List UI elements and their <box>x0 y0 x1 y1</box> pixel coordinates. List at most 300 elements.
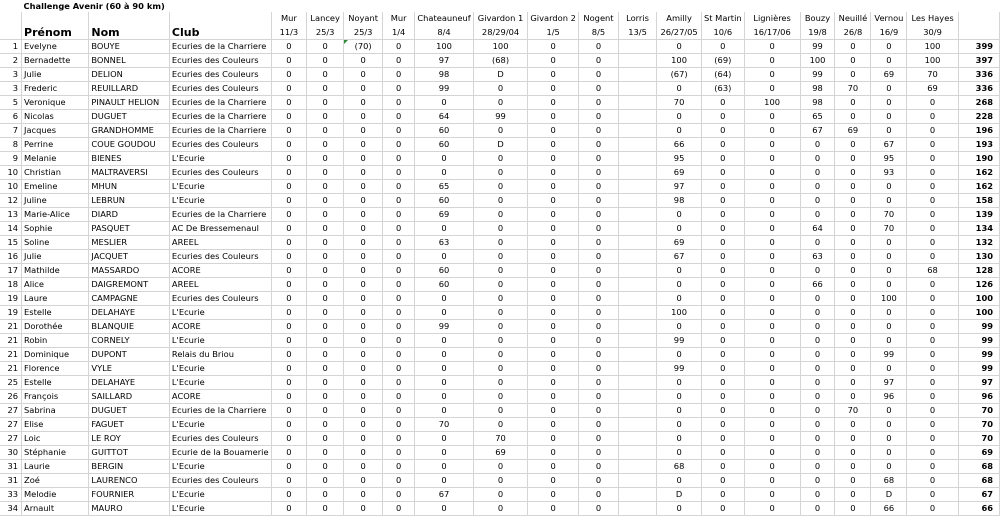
score-cell[interactable]: 0 <box>579 54 619 68</box>
score-cell[interactable]: 0 <box>800 180 835 194</box>
score-cell[interactable]: 0 <box>307 348 344 362</box>
score-cell[interactable]: 0 <box>744 292 800 306</box>
score-cell[interactable] <box>618 54 656 68</box>
score-cell[interactable]: 0 <box>528 166 579 180</box>
total-cell[interactable]: 190 <box>958 152 999 166</box>
club-cell[interactable]: Ecuries des Couleurs <box>169 432 271 446</box>
score-cell[interactable]: 0 <box>835 488 871 502</box>
score-cell[interactable]: 0 <box>657 208 702 222</box>
score-cell[interactable]: 0 <box>871 96 907 110</box>
nom-cell[interactable]: SAILLARD <box>89 390 170 404</box>
score-cell[interactable]: 0 <box>579 432 619 446</box>
prenom-cell[interactable]: Marie-Alice <box>22 208 89 222</box>
rank-cell[interactable]: 21 <box>0 334 22 348</box>
score-cell[interactable]: 0 <box>579 334 619 348</box>
score-cell[interactable]: 0 <box>744 390 800 404</box>
score-cell[interactable]: 0 <box>702 376 745 390</box>
score-cell[interactable]: 0 <box>871 460 907 474</box>
score-cell[interactable]: 0 <box>344 110 383 124</box>
prenom-cell[interactable]: Zoé <box>22 474 89 488</box>
score-cell[interactable]: 0 <box>800 390 835 404</box>
score-cell[interactable]: 69 <box>657 166 702 180</box>
total-cell[interactable]: 96 <box>958 390 999 404</box>
score-cell[interactable]: 0 <box>383 264 415 278</box>
score-cell[interactable]: 100 <box>415 40 474 54</box>
score-cell[interactable]: 0 <box>907 432 958 446</box>
score-cell[interactable]: 0 <box>744 54 800 68</box>
rank-cell[interactable]: 13 <box>0 208 22 222</box>
score-cell[interactable]: 0 <box>415 152 474 166</box>
score-cell[interactable]: 0 <box>344 138 383 152</box>
score-cell[interactable]: 70 <box>871 208 907 222</box>
rank-cell[interactable]: 6 <box>0 110 22 124</box>
score-cell[interactable]: 0 <box>473 208 527 222</box>
score-cell[interactable]: 0 <box>907 334 958 348</box>
score-cell[interactable]: 0 <box>383 404 415 418</box>
score-cell[interactable]: 0 <box>383 180 415 194</box>
score-cell[interactable]: 0 <box>528 474 579 488</box>
nom-cell[interactable]: BIENES <box>89 152 170 166</box>
rank-cell[interactable]: 12 <box>0 194 22 208</box>
score-cell[interactable]: 0 <box>528 390 579 404</box>
score-cell[interactable]: 0 <box>907 474 958 488</box>
score-cell[interactable]: 0 <box>271 404 307 418</box>
nom-cell[interactable]: DELION <box>89 68 170 82</box>
score-cell[interactable]: 0 <box>907 320 958 334</box>
score-cell[interactable]: 0 <box>307 418 344 432</box>
score-cell[interactable]: 0 <box>307 68 344 82</box>
score-cell[interactable]: 0 <box>702 334 745 348</box>
nom-cell[interactable]: LEBRUN <box>89 194 170 208</box>
score-cell[interactable]: 0 <box>579 474 619 488</box>
score-cell[interactable]: 0 <box>307 306 344 320</box>
score-cell[interactable]: 0 <box>579 348 619 362</box>
total-cell[interactable]: 128 <box>958 264 999 278</box>
score-cell[interactable]: D <box>871 488 907 502</box>
nom-cell[interactable]: DELAHAYE <box>89 306 170 320</box>
rank-cell[interactable]: 5 <box>0 96 22 110</box>
total-cell[interactable]: 99 <box>958 334 999 348</box>
score-cell[interactable]: 0 <box>271 166 307 180</box>
score-cell[interactable]: (70) <box>344 40 383 54</box>
score-cell[interactable]: 0 <box>702 460 745 474</box>
club-cell[interactable]: L'Ecurie <box>169 194 271 208</box>
score-cell[interactable]: 0 <box>907 390 958 404</box>
score-cell[interactable]: 0 <box>800 474 835 488</box>
score-cell[interactable]: 0 <box>383 138 415 152</box>
rank-cell[interactable]: 16 <box>0 250 22 264</box>
prenom-cell[interactable]: Soline <box>22 236 89 250</box>
score-cell[interactable]: 0 <box>579 460 619 474</box>
score-cell[interactable]: 0 <box>579 180 619 194</box>
nom-cell[interactable]: CAMPAGNE <box>89 292 170 306</box>
score-cell[interactable]: 0 <box>744 362 800 376</box>
score-cell[interactable]: 0 <box>907 376 958 390</box>
score-cell[interactable]: 0 <box>657 124 702 138</box>
prenom-cell[interactable]: Estelle <box>22 306 89 320</box>
score-cell[interactable]: 0 <box>344 446 383 460</box>
score-cell[interactable] <box>618 166 656 180</box>
score-cell[interactable]: 0 <box>657 292 702 306</box>
total-cell[interactable]: 162 <box>958 166 999 180</box>
score-cell[interactable]: 0 <box>835 474 871 488</box>
score-cell[interactable]: 0 <box>344 166 383 180</box>
score-cell[interactable]: 0 <box>835 250 871 264</box>
score-cell[interactable]: 0 <box>344 236 383 250</box>
nom-cell[interactable]: LAURENCO <box>89 474 170 488</box>
score-cell[interactable]: 0 <box>907 278 958 292</box>
score-cell[interactable]: 0 <box>871 306 907 320</box>
score-cell[interactable]: 0 <box>271 306 307 320</box>
total-cell[interactable]: 132 <box>958 236 999 250</box>
score-cell[interactable] <box>618 208 656 222</box>
score-cell[interactable]: 0 <box>383 82 415 96</box>
score-cell[interactable]: 0 <box>473 488 527 502</box>
score-cell[interactable]: 0 <box>702 502 745 516</box>
score-cell[interactable]: 0 <box>383 474 415 488</box>
score-cell[interactable]: 0 <box>473 334 527 348</box>
score-cell[interactable]: 67 <box>415 488 474 502</box>
nom-cell[interactable]: PINAULT HELION <box>89 96 170 110</box>
score-cell[interactable]: 0 <box>473 376 527 390</box>
score-cell[interactable]: 0 <box>344 82 383 96</box>
score-cell[interactable]: 0 <box>800 348 835 362</box>
score-cell[interactable]: 0 <box>907 124 958 138</box>
score-cell[interactable]: 0 <box>800 446 835 460</box>
score-cell[interactable] <box>618 152 656 166</box>
score-cell[interactable]: 0 <box>702 306 745 320</box>
nom-cell[interactable]: BONNEL <box>89 54 170 68</box>
score-cell[interactable]: 0 <box>702 390 745 404</box>
score-cell[interactable]: 70 <box>657 96 702 110</box>
score-cell[interactable]: 0 <box>744 376 800 390</box>
score-cell[interactable]: 0 <box>744 348 800 362</box>
prenom-cell[interactable]: Sophie <box>22 222 89 236</box>
nom-cell[interactable]: DUGUET <box>89 404 170 418</box>
score-cell[interactable]: 0 <box>271 390 307 404</box>
score-cell[interactable]: 95 <box>657 152 702 166</box>
score-cell[interactable] <box>618 278 656 292</box>
score-cell[interactable]: 0 <box>657 432 702 446</box>
prenom-cell[interactable]: Stéphanie <box>22 446 89 460</box>
score-cell[interactable]: 0 <box>871 446 907 460</box>
score-cell[interactable]: 0 <box>657 82 702 96</box>
score-cell[interactable]: 0 <box>383 110 415 124</box>
score-cell[interactable]: 0 <box>907 404 958 418</box>
score-cell[interactable]: 0 <box>702 152 745 166</box>
score-cell[interactable]: 0 <box>835 96 871 110</box>
score-cell[interactable]: 0 <box>657 502 702 516</box>
score-cell[interactable]: 99 <box>657 334 702 348</box>
score-cell[interactable]: 0 <box>473 124 527 138</box>
score-cell[interactable]: 0 <box>579 292 619 306</box>
score-cell[interactable]: 0 <box>744 278 800 292</box>
score-cell[interactable]: 0 <box>579 166 619 180</box>
score-cell[interactable]: 65 <box>415 180 474 194</box>
score-cell[interactable]: 0 <box>528 432 579 446</box>
score-cell[interactable]: 0 <box>383 222 415 236</box>
rank-cell[interactable]: 25 <box>0 376 22 390</box>
prenom-cell[interactable]: Christian <box>22 166 89 180</box>
score-cell[interactable]: 0 <box>835 320 871 334</box>
club-cell[interactable]: Ecuries des Couleurs <box>169 54 271 68</box>
score-cell[interactable]: D <box>473 138 527 152</box>
score-cell[interactable]: (68) <box>473 54 527 68</box>
score-cell[interactable] <box>618 194 656 208</box>
score-cell[interactable]: 69 <box>835 124 871 138</box>
club-cell[interactable]: L'Ecurie <box>169 460 271 474</box>
score-cell[interactable]: 60 <box>415 124 474 138</box>
score-cell[interactable]: 0 <box>907 110 958 124</box>
club-cell[interactable]: Ecuries des Couleurs <box>169 82 271 96</box>
score-cell[interactable]: 0 <box>907 250 958 264</box>
rank-cell[interactable]: 7 <box>0 124 22 138</box>
club-cell[interactable]: L'Ecurie <box>169 502 271 516</box>
score-cell[interactable]: 0 <box>473 474 527 488</box>
score-cell[interactable]: 0 <box>528 418 579 432</box>
score-cell[interactable] <box>618 446 656 460</box>
score-cell[interactable]: 0 <box>702 222 745 236</box>
score-cell[interactable]: 0 <box>528 460 579 474</box>
score-cell[interactable]: 0 <box>344 390 383 404</box>
score-cell[interactable]: 0 <box>383 432 415 446</box>
total-cell[interactable]: 99 <box>958 320 999 334</box>
score-cell[interactable]: 0 <box>473 194 527 208</box>
score-cell[interactable]: 0 <box>657 264 702 278</box>
score-cell[interactable]: 0 <box>528 138 579 152</box>
score-cell[interactable]: 0 <box>871 236 907 250</box>
score-cell[interactable]: 0 <box>307 208 344 222</box>
club-cell[interactable]: Ecuries des Couleurs <box>169 292 271 306</box>
rank-cell[interactable]: 3 <box>0 82 22 96</box>
score-cell[interactable]: 0 <box>528 110 579 124</box>
score-cell[interactable]: 68 <box>657 460 702 474</box>
score-cell[interactable]: 0 <box>744 502 800 516</box>
score-cell[interactable]: 0 <box>271 236 307 250</box>
score-cell[interactable]: 0 <box>271 446 307 460</box>
score-cell[interactable]: 0 <box>344 54 383 68</box>
score-cell[interactable]: 70 <box>835 82 871 96</box>
prenom-cell[interactable]: Nicolas <box>22 110 89 124</box>
score-cell[interactable]: 0 <box>907 138 958 152</box>
score-cell[interactable]: 0 <box>744 250 800 264</box>
score-cell[interactable]: 0 <box>871 278 907 292</box>
score-cell[interactable]: 0 <box>344 320 383 334</box>
score-cell[interactable]: 0 <box>383 292 415 306</box>
score-cell[interactable]: 0 <box>657 446 702 460</box>
score-cell[interactable]: 0 <box>528 222 579 236</box>
score-cell[interactable]: 0 <box>800 460 835 474</box>
score-cell[interactable]: 0 <box>871 320 907 334</box>
score-cell[interactable]: 0 <box>344 418 383 432</box>
score-cell[interactable]: 99 <box>657 362 702 376</box>
score-cell[interactable]: 0 <box>579 278 619 292</box>
score-cell[interactable]: 0 <box>657 40 702 54</box>
score-cell[interactable] <box>618 40 656 54</box>
score-cell[interactable]: 0 <box>415 502 474 516</box>
rank-cell[interactable]: 21 <box>0 320 22 334</box>
score-cell[interactable]: 0 <box>835 306 871 320</box>
prenom-cell[interactable]: Arnault <box>22 502 89 516</box>
rank-cell[interactable]: 19 <box>0 292 22 306</box>
score-cell[interactable]: 0 <box>800 236 835 250</box>
score-cell[interactable]: 0 <box>579 362 619 376</box>
total-cell[interactable]: 130 <box>958 250 999 264</box>
score-cell[interactable]: 0 <box>702 208 745 222</box>
score-cell[interactable]: 98 <box>800 82 835 96</box>
prenom-cell[interactable]: Alice <box>22 278 89 292</box>
score-cell[interactable] <box>618 488 656 502</box>
score-cell[interactable]: 0 <box>271 432 307 446</box>
score-cell[interactable]: 0 <box>702 194 745 208</box>
score-cell[interactable]: 0 <box>800 264 835 278</box>
score-cell[interactable]: 0 <box>415 362 474 376</box>
prenom-cell[interactable]: Jacques <box>22 124 89 138</box>
score-cell[interactable]: 64 <box>800 222 835 236</box>
score-cell[interactable]: 100 <box>657 306 702 320</box>
rank-cell[interactable]: 21 <box>0 362 22 376</box>
score-cell[interactable]: 0 <box>835 502 871 516</box>
rank-cell[interactable]: 27 <box>0 432 22 446</box>
score-cell[interactable]: 0 <box>528 446 579 460</box>
club-cell[interactable]: AREEL <box>169 278 271 292</box>
score-cell[interactable]: 0 <box>344 68 383 82</box>
prenom-cell[interactable]: Juline <box>22 194 89 208</box>
total-cell[interactable]: 228 <box>958 110 999 124</box>
score-cell[interactable]: 0 <box>744 180 800 194</box>
score-cell[interactable]: 99 <box>800 40 835 54</box>
score-cell[interactable]: 100 <box>907 54 958 68</box>
score-cell[interactable]: 0 <box>271 502 307 516</box>
score-cell[interactable]: 0 <box>835 222 871 236</box>
score-cell[interactable]: 99 <box>800 68 835 82</box>
nom-cell[interactable]: LE ROY <box>89 432 170 446</box>
score-cell[interactable]: 0 <box>473 502 527 516</box>
nom-cell[interactable]: REUILLARD <box>89 82 170 96</box>
rank-cell[interactable]: 26 <box>0 390 22 404</box>
prenom-cell[interactable]: Estelle <box>22 376 89 390</box>
score-cell[interactable]: 0 <box>907 166 958 180</box>
score-cell[interactable]: 0 <box>271 320 307 334</box>
score-cell[interactable]: 0 <box>702 418 745 432</box>
club-cell[interactable]: ACORE <box>169 264 271 278</box>
score-cell[interactable]: 0 <box>307 138 344 152</box>
score-cell[interactable]: 0 <box>907 446 958 460</box>
score-cell[interactable]: 0 <box>907 236 958 250</box>
score-cell[interactable]: 0 <box>528 68 579 82</box>
score-cell[interactable]: 0 <box>702 124 745 138</box>
score-cell[interactable]: 0 <box>744 82 800 96</box>
nom-cell[interactable]: GUITTOT <box>89 446 170 460</box>
score-cell[interactable]: 0 <box>657 348 702 362</box>
score-cell[interactable]: 0 <box>383 320 415 334</box>
score-cell[interactable]: 0 <box>579 208 619 222</box>
score-cell[interactable]: 0 <box>907 96 958 110</box>
score-cell[interactable]: 0 <box>871 432 907 446</box>
score-cell[interactable]: 0 <box>528 180 579 194</box>
club-cell[interactable]: L'Ecurie <box>169 334 271 348</box>
score-cell[interactable]: 0 <box>800 194 835 208</box>
score-cell[interactable]: 0 <box>473 306 527 320</box>
score-cell[interactable]: 0 <box>383 236 415 250</box>
nom-cell[interactable]: DELAHAYE <box>89 376 170 390</box>
score-cell[interactable]: 0 <box>702 166 745 180</box>
score-cell[interactable]: 0 <box>307 404 344 418</box>
club-cell[interactable]: Ecuries des Couleurs <box>169 250 271 264</box>
score-cell[interactable]: 0 <box>383 362 415 376</box>
score-cell[interactable]: 0 <box>307 362 344 376</box>
score-cell[interactable]: 0 <box>271 348 307 362</box>
score-cell[interactable]: 0 <box>271 110 307 124</box>
score-cell[interactable]: 0 <box>528 264 579 278</box>
score-cell[interactable]: 0 <box>344 488 383 502</box>
score-cell[interactable]: 70 <box>473 432 527 446</box>
total-cell[interactable]: 336 <box>958 82 999 96</box>
score-cell[interactable]: 68 <box>871 474 907 488</box>
score-cell[interactable]: 0 <box>835 194 871 208</box>
score-cell[interactable]: 60 <box>415 278 474 292</box>
score-cell[interactable]: 0 <box>473 362 527 376</box>
nom-cell[interactable]: VYLE <box>89 362 170 376</box>
score-cell[interactable]: 0 <box>871 180 907 194</box>
score-cell[interactable]: 0 <box>473 418 527 432</box>
score-cell[interactable]: 0 <box>415 376 474 390</box>
club-cell[interactable]: Ecuries de la Charriere <box>169 96 271 110</box>
score-cell[interactable]: 0 <box>528 348 579 362</box>
score-cell[interactable]: 0 <box>271 138 307 152</box>
rank-cell[interactable]: 19 <box>0 306 22 320</box>
score-cell[interactable]: 97 <box>871 376 907 390</box>
score-cell[interactable]: 0 <box>800 502 835 516</box>
score-cell[interactable] <box>618 82 656 96</box>
score-cell[interactable]: 0 <box>307 82 344 96</box>
nom-cell[interactable]: MAURO <box>89 502 170 516</box>
total-cell[interactable]: 67 <box>958 488 999 502</box>
score-cell[interactable]: 0 <box>800 152 835 166</box>
score-cell[interactable]: 0 <box>415 474 474 488</box>
prenom-cell[interactable]: Perrine <box>22 138 89 152</box>
score-cell[interactable]: 0 <box>744 474 800 488</box>
score-cell[interactable]: 0 <box>835 446 871 460</box>
score-cell[interactable]: 0 <box>657 110 702 124</box>
score-cell[interactable]: 69 <box>415 208 474 222</box>
club-cell[interactable]: AREEL <box>169 236 271 250</box>
score-cell[interactable] <box>618 68 656 82</box>
score-cell[interactable]: 0 <box>528 502 579 516</box>
score-cell[interactable]: 0 <box>473 348 527 362</box>
score-cell[interactable]: 0 <box>383 502 415 516</box>
score-cell[interactable]: 98 <box>657 194 702 208</box>
score-cell[interactable]: 0 <box>307 250 344 264</box>
prenom-cell[interactable]: Veronique <box>22 96 89 110</box>
score-cell[interactable]: 0 <box>307 110 344 124</box>
score-cell[interactable]: 0 <box>744 488 800 502</box>
score-cell[interactable]: 0 <box>907 152 958 166</box>
prenom-cell[interactable]: Melodie <box>22 488 89 502</box>
score-cell[interactable]: 0 <box>271 362 307 376</box>
score-cell[interactable]: 0 <box>383 152 415 166</box>
score-cell[interactable]: 0 <box>307 166 344 180</box>
rank-cell[interactable]: 8 <box>0 138 22 152</box>
score-cell[interactable]: 67 <box>871 138 907 152</box>
score-cell[interactable]: 0 <box>657 278 702 292</box>
score-cell[interactable]: 0 <box>528 334 579 348</box>
prenom-cell[interactable]: Robin <box>22 334 89 348</box>
score-cell[interactable]: 0 <box>307 320 344 334</box>
score-cell[interactable]: 0 <box>528 320 579 334</box>
score-cell[interactable]: 0 <box>835 376 871 390</box>
score-cell[interactable] <box>618 348 656 362</box>
